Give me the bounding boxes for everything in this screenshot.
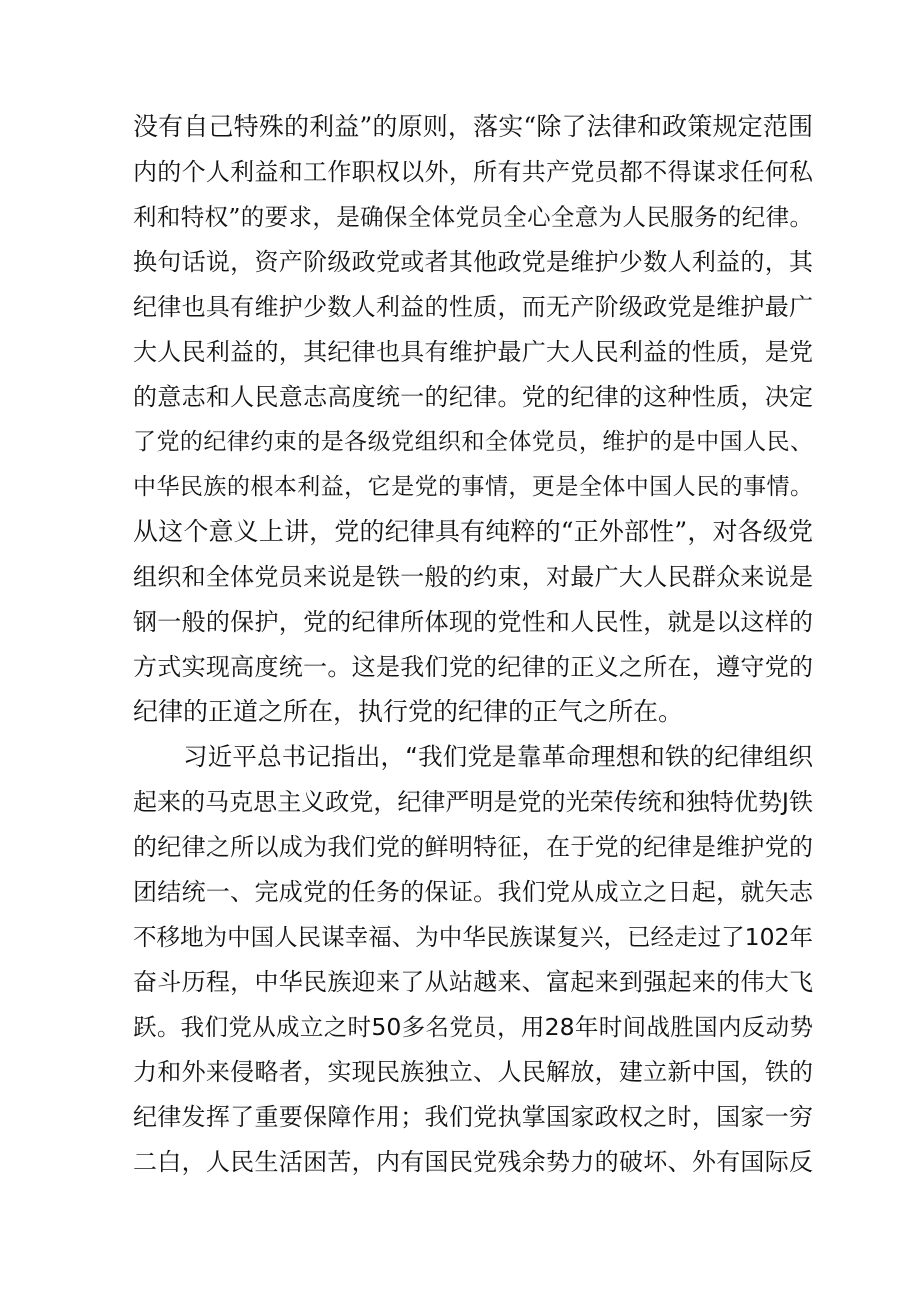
text-line: 换句话说，资产阶级政党或者其他政党是维护少数人利益的，其 — [133, 248, 813, 276]
text-line: 跃。我们党从成立之时50多名党员，用28年时间战胜国内反动势 — [133, 1013, 813, 1041]
text-line: 力和外来侵略者，实现民族独立、人民解放，建立新中国，铁的 — [133, 1058, 813, 1086]
text-line: 奋斗历程，中华民族迎来了从站越来、富起来到强起来的伟大飞 — [133, 968, 813, 996]
text-line: 内的个人利益和工作职权以外，所有共产党员都不得谋求任何私 — [133, 158, 813, 186]
text-line: 纪律也具有维护少数人利益的性质，而无产阶级政党是维护最广 — [133, 293, 813, 321]
text-line: 的意志和人民意志高度统一的纪律。党的纪律的这种性质，决定 — [133, 383, 813, 411]
text-line: 二白，人民生活困苦，内有国民党残余势力的破坏、外有国际反 — [133, 1148, 813, 1176]
text-line: 方式实现高度统一。这是我们党的纪律的正义之所在，遵守党的 — [133, 653, 813, 681]
text-line: 习近平总书记指出，“我们党是靠革命理想和铁的纪律组织 — [183, 742, 813, 771]
text-line: 组织和全体党员来说是铁一般的约束，对最广大人民群众来说是 — [133, 563, 813, 591]
text-line: 大人民利益的，其纪律也具有维护最广大人民利益的性质，是党 — [133, 338, 813, 366]
text-line: 纪律的正道之所在，执行党的纪律的正气之所在。 — [133, 697, 684, 726]
text-line: 起来的马克思主义政党，纪律严明是党的光荣传统和独特优势J铁 — [133, 788, 813, 816]
text-line: 利和特权”的要求，是确保全体党员全心全意为人民服务的纪律。 — [133, 203, 813, 231]
text-line: 的纪律之所以成为我们党的鲜明特征，在于党的纪律是维护党的 — [133, 833, 813, 861]
text-line: 没有自己特殊的利益”的原则，落实“除了法律和政策规定范围 — [133, 112, 813, 141]
text-line: 中华民族的根本利益，它是党的事情，更是全体中国人民的事情。 — [133, 474, 813, 500]
text-line: 团结统一、完成党的任务的保证。我们党从成立之日起，就矢志 — [133, 878, 813, 906]
text-line: 钢一般的保护，党的纪律所体现的党性和人民性，就是以这样的 — [133, 608, 813, 636]
text-line: 不移地为中国人民谋幸福、为中华民族谋复兴，已经走过了102年 — [133, 923, 813, 951]
text-line: 纪律发挥了重要保障作用；我们党执掌国家政权之时，国家一穷 — [133, 1103, 813, 1131]
text-line: 了党的纪律约束的是各级党组织和全体党员，维护的是中国人民、 — [133, 429, 813, 455]
text-line: 从这个意义上讲，党的纪律具有纯粹的“正外部性”，对各级党 — [133, 517, 813, 546]
